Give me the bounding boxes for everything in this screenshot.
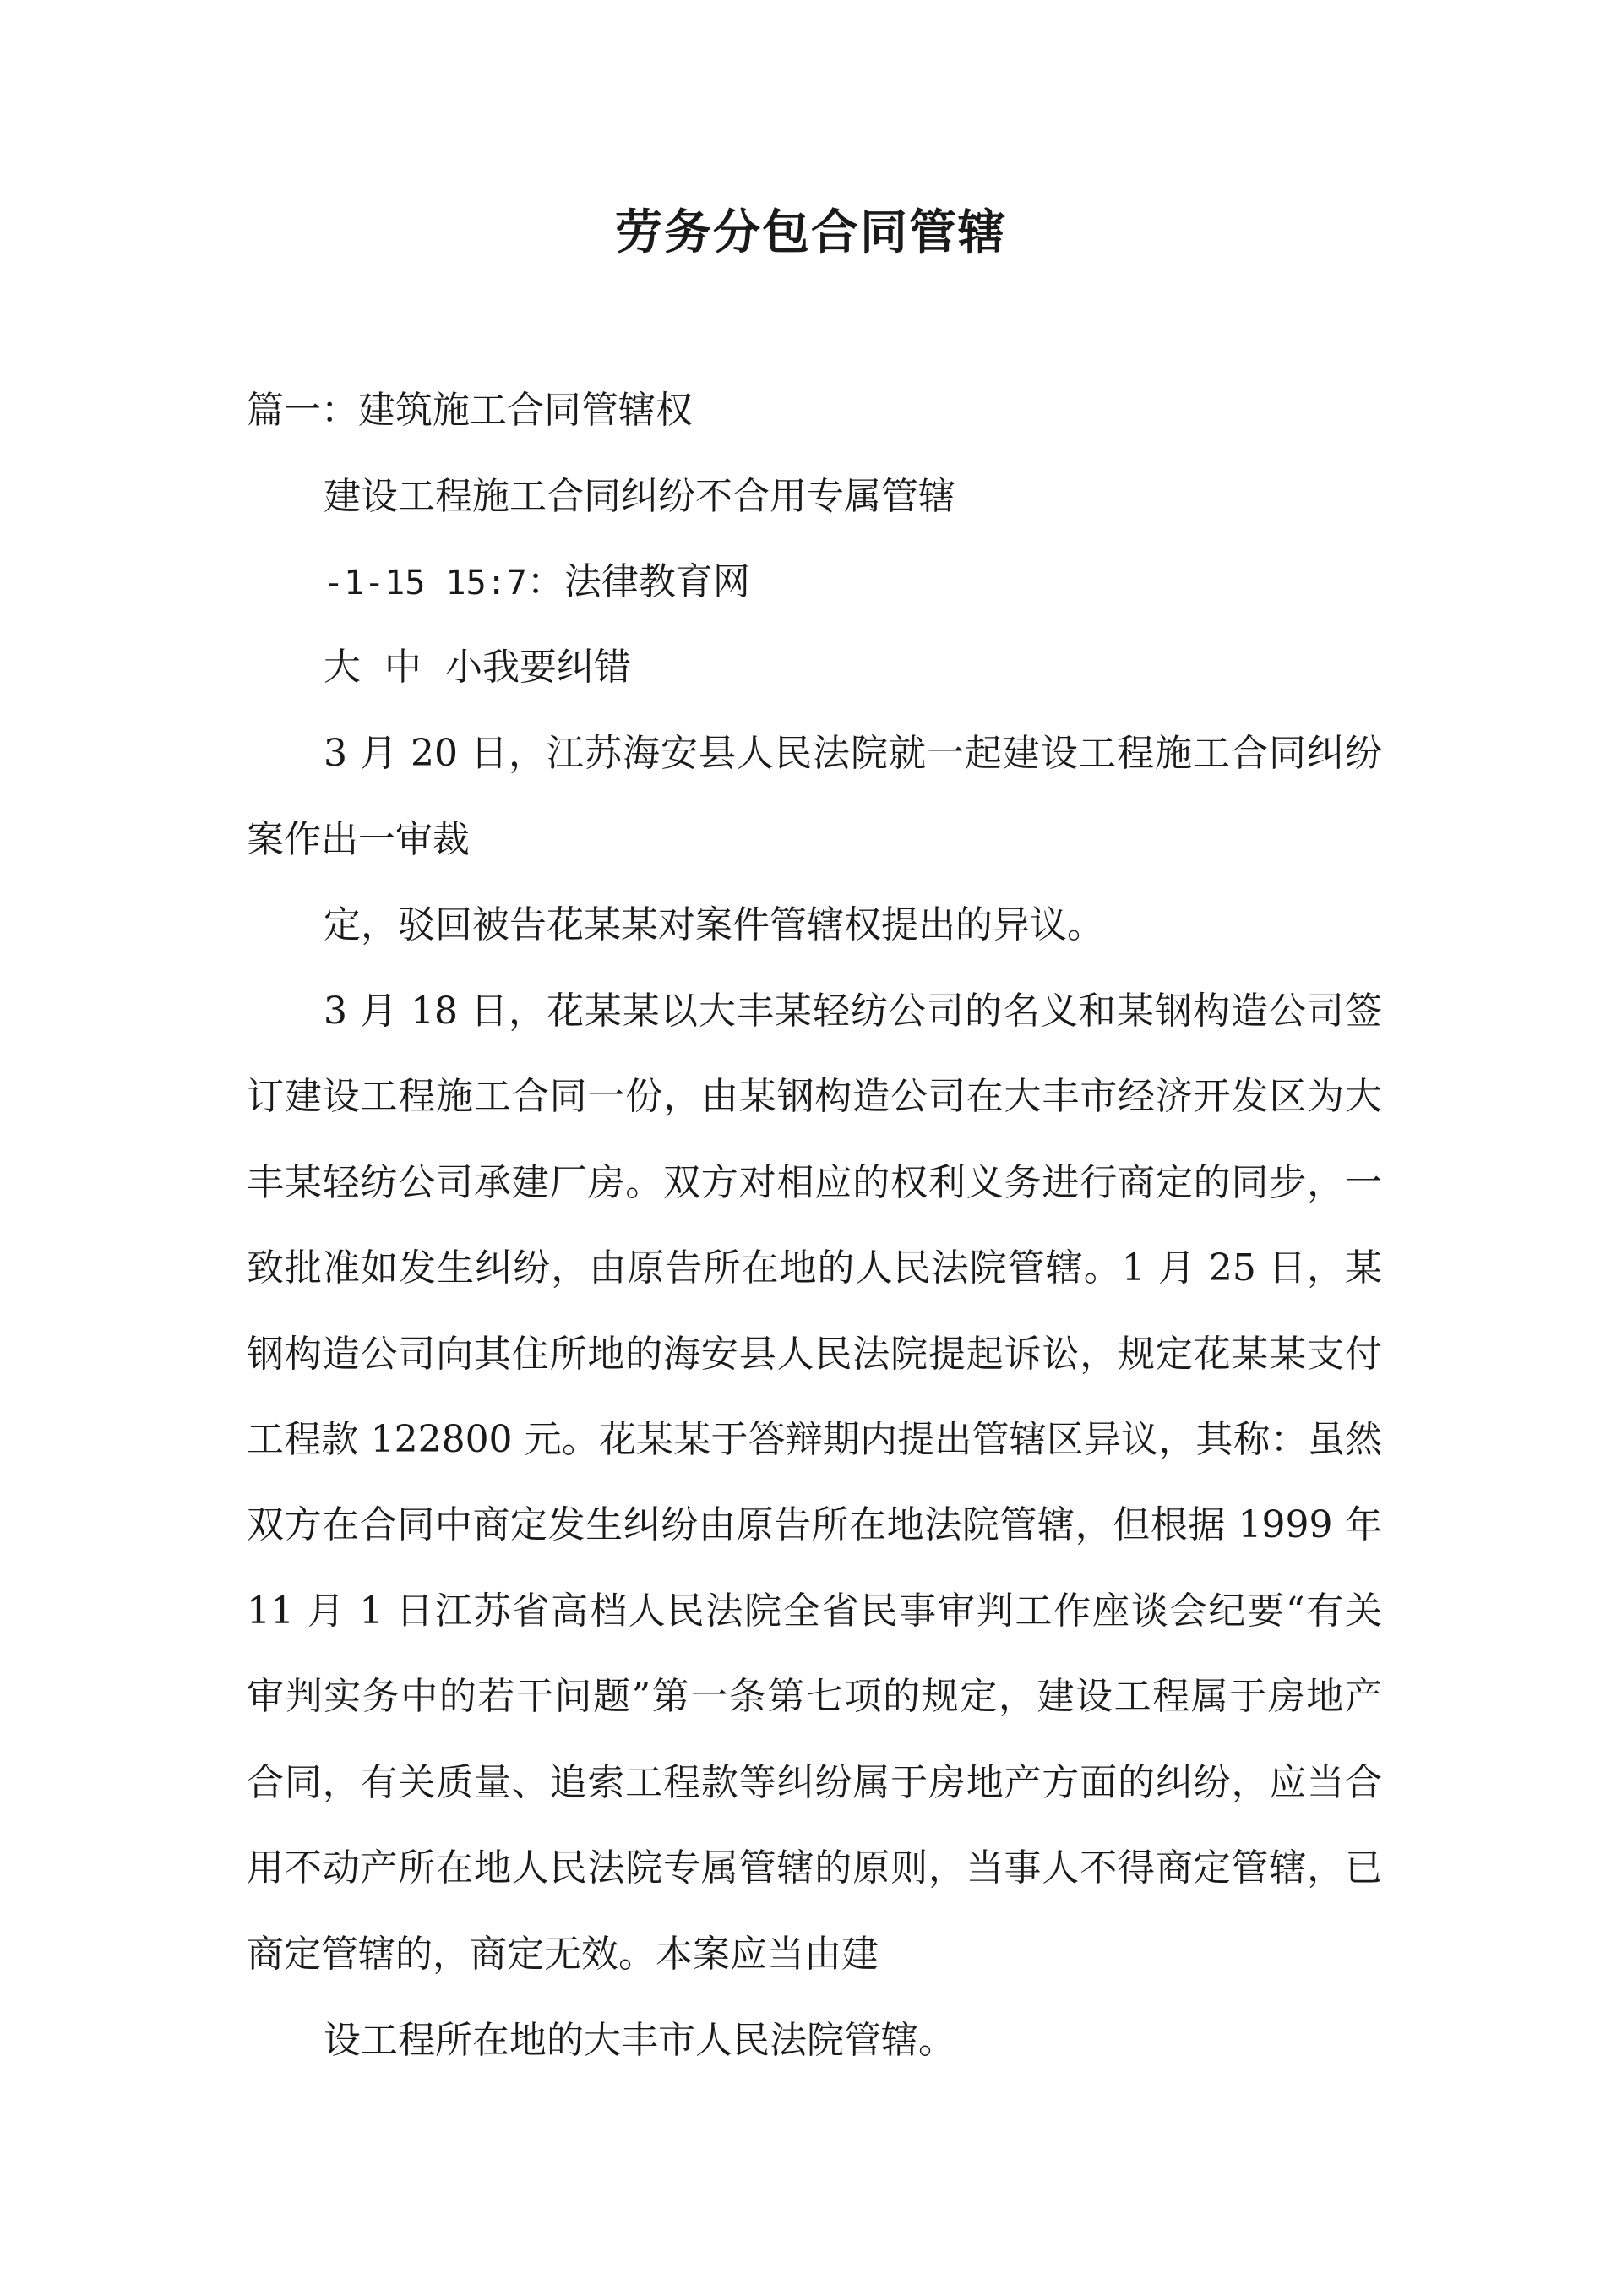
paragraph-line: 案作出一审裁 — [247, 818, 470, 861]
paragraph-line: 用不动产所在地人民法院专属管辖的原则，当事人不得商定管辖，已 — [247, 1846, 1382, 1890]
font-large-link[interactable]: 大 — [324, 646, 361, 689]
paragraph-line: 致批准如发生纠纷，由原告所在地的人民法院管辖。1 月 25 日，某 — [247, 1246, 1382, 1290]
article-meta — [324, 559, 750, 607]
paragraph-line: 订建设工程施工合同一份，由某钢构造公司在大丰市经济开发区为大 — [247, 1075, 1382, 1118]
paragraph-line: 3 月 20 日，江苏海安县人民法院就一起建设工程施工合同纠纷 — [324, 732, 1382, 775]
section-heading: 篇一：建筑施工合同管辖权 — [247, 389, 693, 432]
paragraph-line: 合同，有关质量、追索工程款等纠纷属于房地产方面的纠纷，应当合 — [247, 1761, 1382, 1804]
article-source: ：法律教育网 — [526, 560, 750, 603]
font-medium-link[interactable]: 中 — [384, 646, 422, 689]
font-size-controls — [324, 644, 631, 691]
paragraph-line: 定，驳回被告花某某对案件管辖权提出的异议。 — [324, 903, 1104, 946]
paragraph-line: 钢构造公司向其住所地的海安县人民法院提起诉讼，规定花某某支付 — [247, 1333, 1382, 1376]
article-title: 建设工程施工合同纠纷不合用专属管辖 — [324, 475, 955, 518]
paragraph-line: 丰某轻纺公司承建厂房。双方对相应的权利义务进行商定的同步，一 — [247, 1161, 1382, 1204]
paragraph-line: 11 月 1 日江苏省高档人民法院全省民事审判工作座谈会纪要“有关 — [247, 1590, 1382, 1633]
article-date: -1-15 15:7 — [324, 564, 527, 603]
paragraph-line: 工程款 122800 元。花某某于答辩期内提出管辖区异议，其称：虽然 — [247, 1418, 1382, 1461]
paragraph-line: 双方在合同中商定发生纠纷由原告所在地法院管辖，但根据 1999 年 — [247, 1503, 1382, 1546]
paragraph-line: 设工程所在地的大丰市人民法院管辖。 — [324, 2019, 955, 2062]
font-small-link[interactable]: 小 — [445, 646, 482, 689]
paragraph-line: 审判实务中的若干问题”第一条第七项的规定，建设工程属于房地产 — [247, 1675, 1382, 1718]
paragraph-line: 3 月 18 日，花某某以大丰某轻纺公司的名义和某钢构造公司签 — [324, 990, 1382, 1033]
report-error-link[interactable]: 我要纠错 — [482, 646, 631, 689]
paragraph-line: 商定管辖的，商定无效。本案应当由建 — [247, 1933, 879, 1976]
document-title: 劳务分包合同管辖 — [615, 205, 1007, 260]
